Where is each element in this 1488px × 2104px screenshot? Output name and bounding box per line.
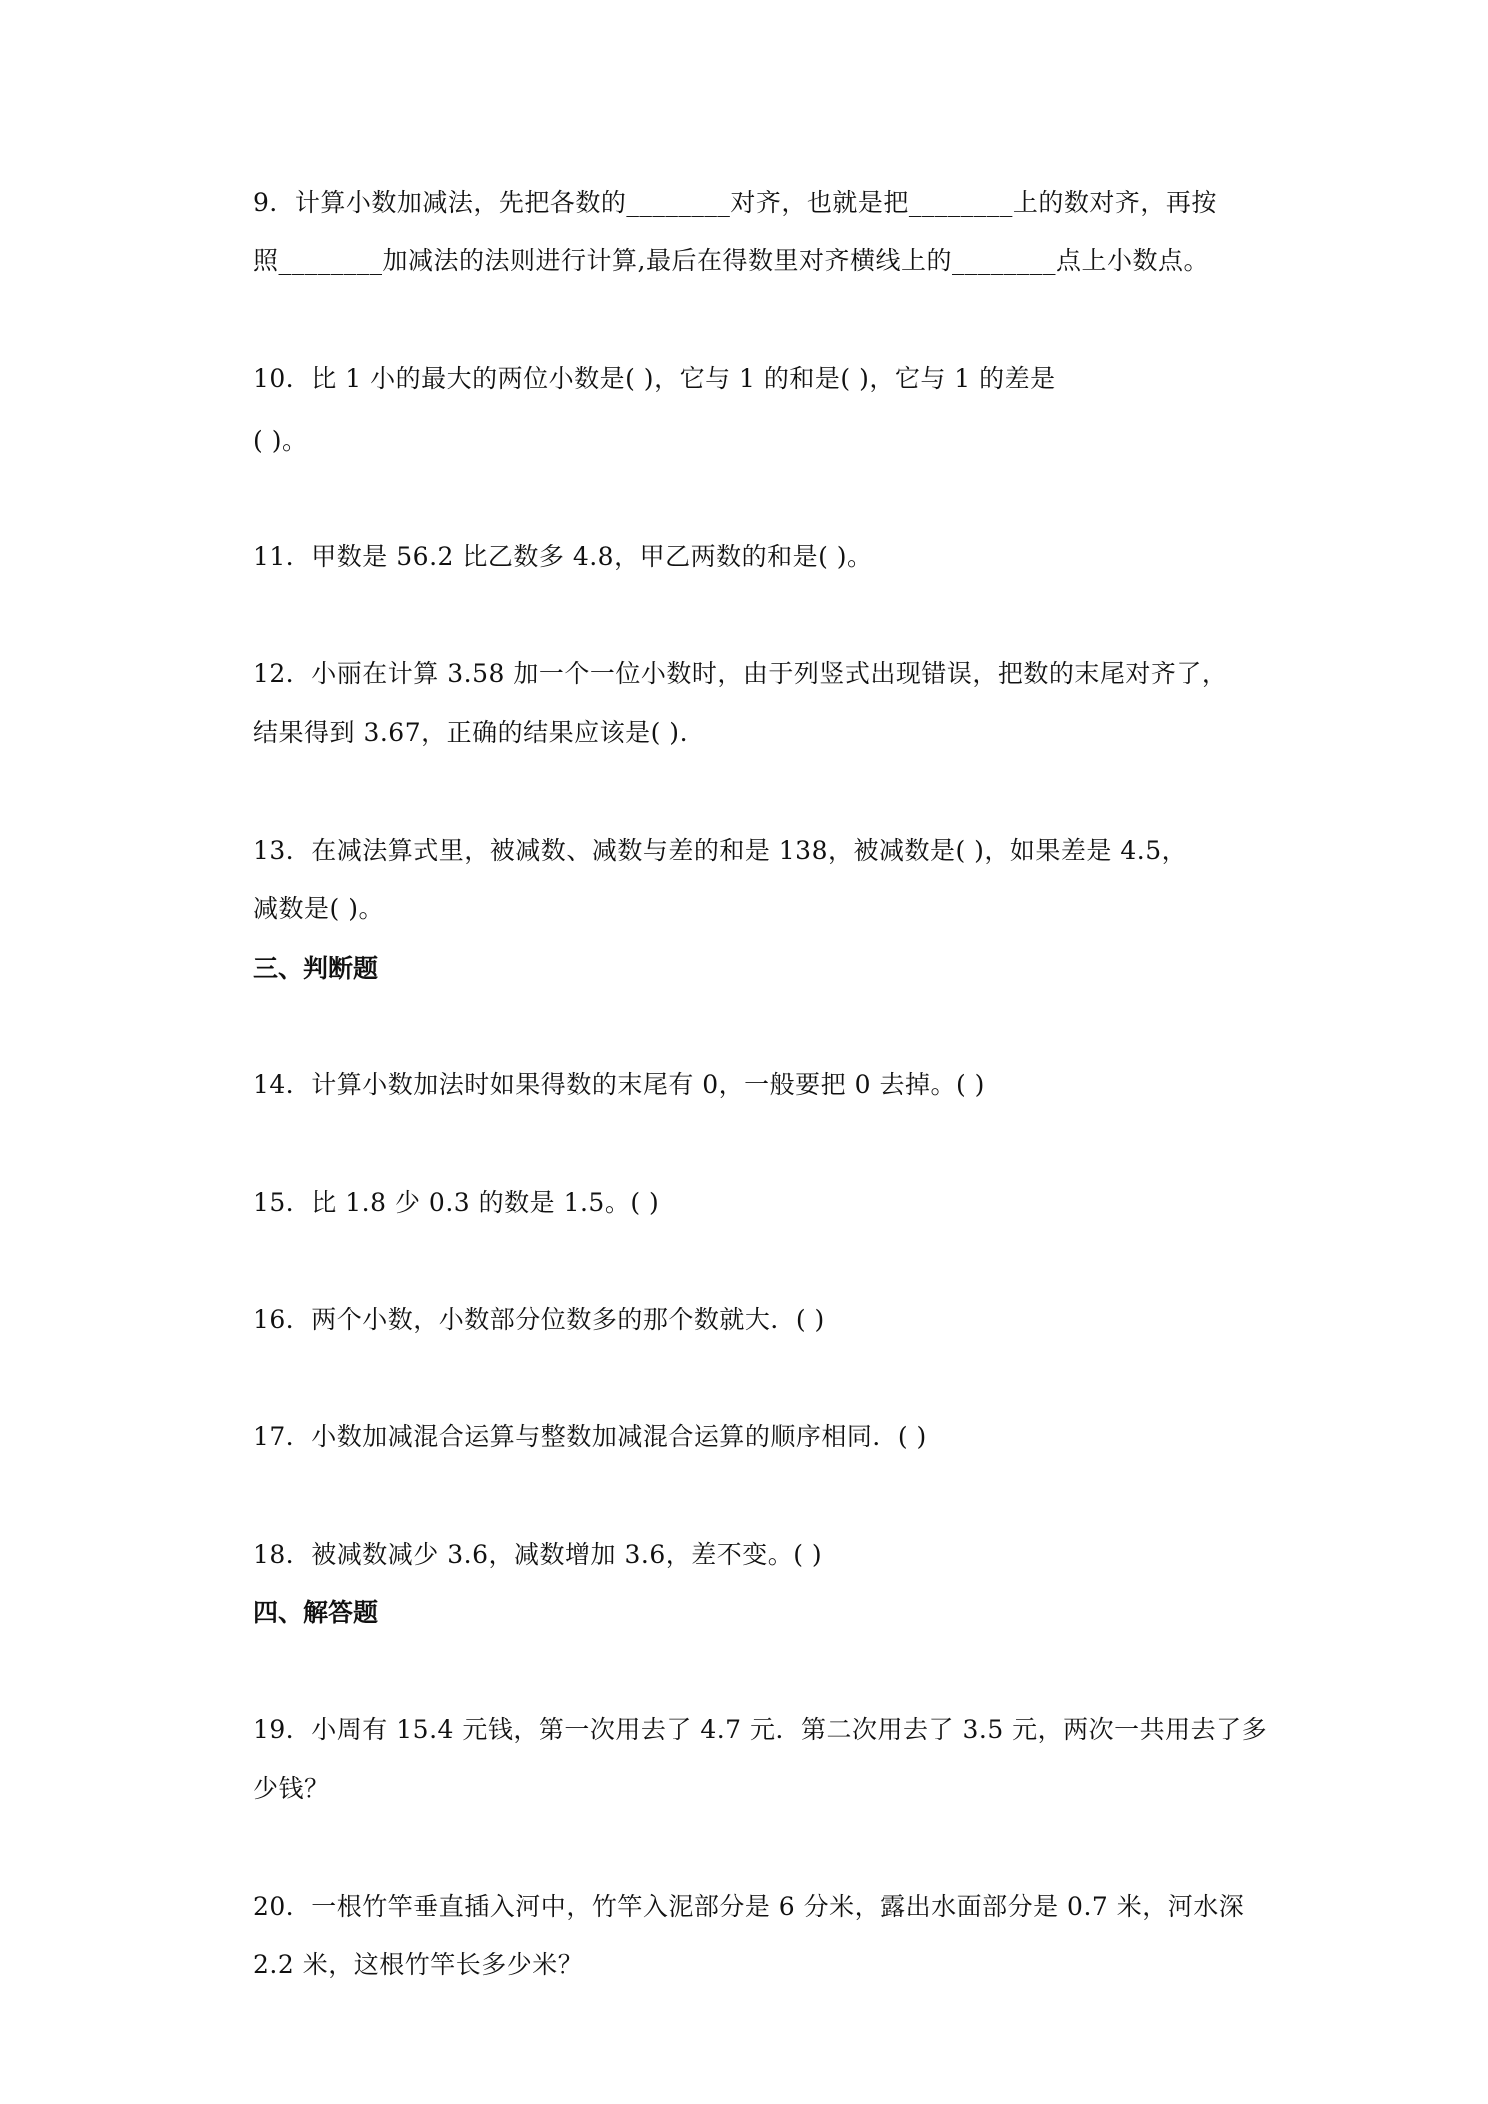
question-20-line-2: 2.2 米，这根竹竿长多少米？ — [253, 1950, 584, 1979]
question-11: 11．甲数是 56.2 比乙数多 4.8，甲乙两数的和是( )。 — [253, 542, 873, 571]
question-15: 15．比 1.8 少 0.3 的数是 1.5。( ) — [253, 1188, 660, 1217]
question-17: 17．小数加减混合运算与整数加减混合运算的顺序相同．( ) — [253, 1422, 927, 1451]
question-12-line-2: 结果得到 3.67，正确的结果应该是( ). — [253, 718, 689, 747]
question-14: 14．计算小数加法时如果得数的末尾有 0，一般要把 0 去掉。( ) — [253, 1070, 985, 1099]
question-10-line-2: ( )。 — [253, 426, 308, 455]
section-heading-answer: 四、解答题 — [253, 1598, 379, 1627]
question-9-line-1: 9．计算小数加减法，先把各数的________对齐，也就是把________上的数对齐，再按 — [253, 188, 1217, 217]
question-20-line-1: 20．一根竹竿垂直插入河中，竹竿入泥部分是 6 分米，露出水面部分是 0.7 米，河水深 — [253, 1892, 1245, 1921]
question-12-line-1: 12．小丽在计算 3.58 加一个一位小数时，由于列竖式出现错误，把数的末尾对齐了， — [253, 659, 1228, 688]
question-19-line-1: 19．小周有 15.4 元钱，第一次用去了 4.7 元．第二次用去了 3.5 元，两次一共用去了多 — [253, 1715, 1268, 1744]
question-18: 18．被减数减少 3.6，减数增加 3.6，差不变。( ) — [253, 1540, 823, 1569]
question-19-line-2: 少钱？ — [253, 1774, 330, 1803]
section-heading-judgement: 三、判断题 — [253, 954, 379, 983]
question-13-line-2: 减数是( )。 — [253, 894, 384, 923]
question-9-line-2: 照________加减法的法则进行计算,最后在得数里对齐横线上的________点上小数点。 — [253, 246, 1209, 275]
question-10-line-1: 10．比 1 小的最大的两位小数是( )，它与 1 的和是( )，它与 1 的差是 — [253, 364, 1056, 393]
question-16: 16．两个小数，小数部分位数多的那个数就大．( ) — [253, 1305, 825, 1334]
question-13-line-1: 13．在减法算式里，被减数、减数与差的和是 138，被减数是( )，如果差是 4.5， — [253, 836, 1188, 865]
